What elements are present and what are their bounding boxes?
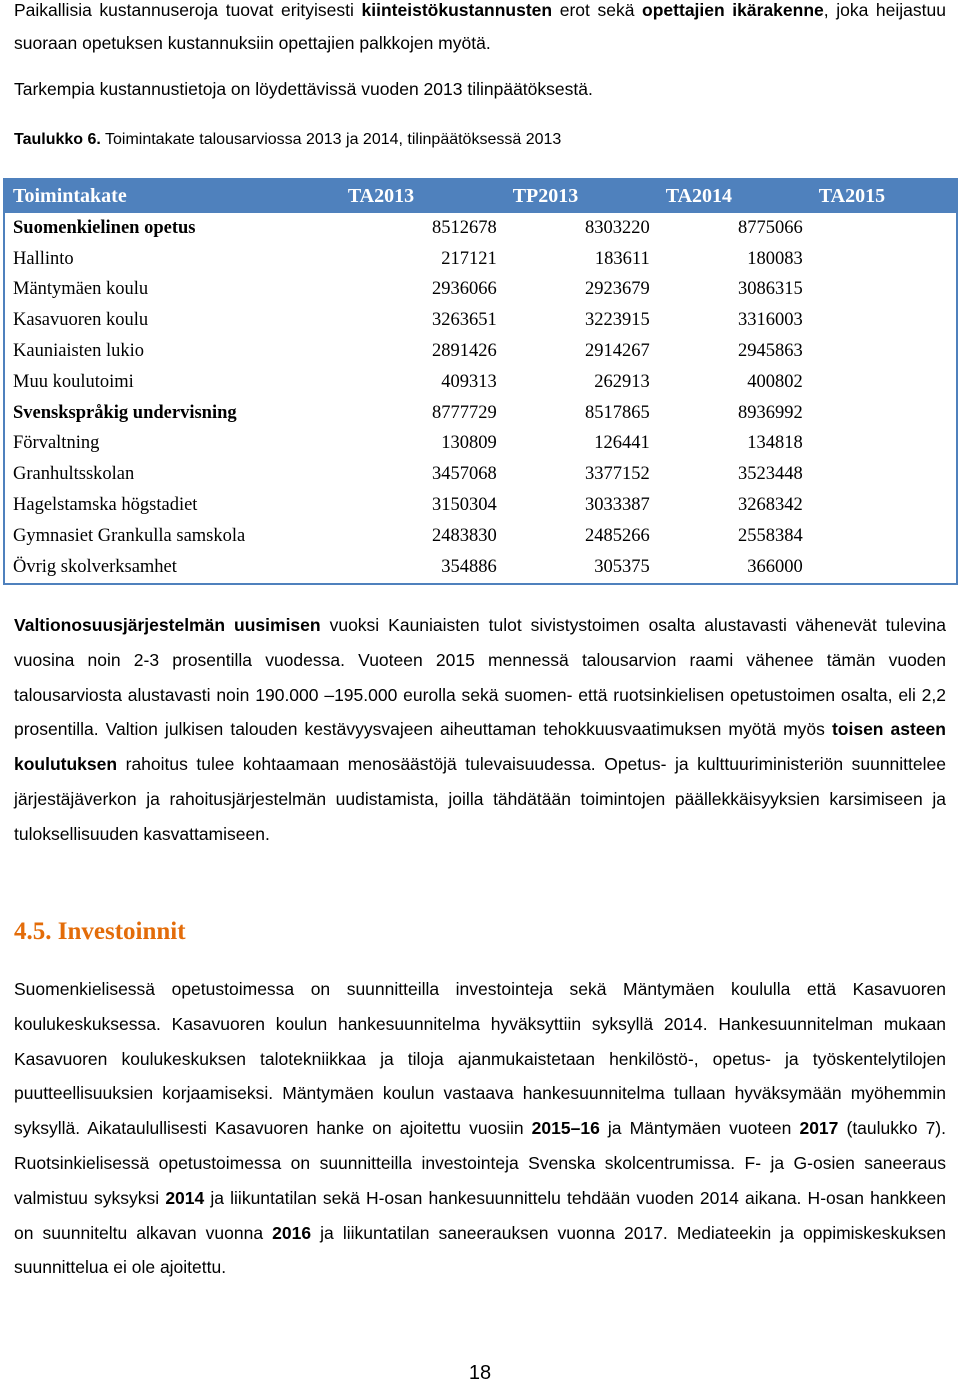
row-empty-cell xyxy=(811,244,957,275)
row-value: 8303220 xyxy=(585,217,650,238)
row-label: Kauniaisten lukio xyxy=(13,341,145,362)
row-empty-cell xyxy=(811,490,957,521)
row-empty-cell xyxy=(811,552,957,584)
table-row xyxy=(4,305,957,336)
table-row xyxy=(4,429,957,460)
row-value: 183611 xyxy=(594,248,650,269)
row-value: 2923679 xyxy=(585,279,650,300)
table-row xyxy=(4,521,957,552)
row-value: 130809 xyxy=(441,433,497,454)
table-row xyxy=(4,336,957,367)
row-value: 2485266 xyxy=(585,525,650,546)
row-value: 366000 xyxy=(747,556,803,577)
row-value: 3316003 xyxy=(738,310,803,331)
row-value: 8512678 xyxy=(431,217,497,238)
row-label: Mäntymäen koulu xyxy=(13,279,149,300)
row-value: 3377152 xyxy=(585,464,650,485)
para3-bold-3: 2014 xyxy=(165,1187,205,1208)
para3-text-4: ja liikuntatilan sekä H-osan hankesuunnittelu tehdään vuoden 2014 aikana. H-osan hankkeen on suunniteltu alkavan vuonna xyxy=(14,1187,946,1243)
intro-bold-2: opettajien ikärakenne xyxy=(642,0,824,20)
budget-table xyxy=(3,178,958,585)
row-value: 180083 xyxy=(747,248,803,269)
intro-text-2: erot sekä xyxy=(552,0,643,20)
row-value: 3268342 xyxy=(738,495,803,516)
intro-paragraph xyxy=(14,0,946,60)
row-value: 2558384 xyxy=(738,525,803,546)
row-empty-cell xyxy=(811,429,957,460)
row-label: Förvaltning xyxy=(13,433,100,454)
row-value: 8777729 xyxy=(431,402,497,423)
header-cell: TP2013 xyxy=(512,185,579,207)
caption-text: Toimintakate talousarviossa 2013 ja 2014, tilinpäätöksessä 2013 xyxy=(100,131,562,148)
row-empty-cell xyxy=(811,336,957,367)
table-row xyxy=(4,275,957,306)
row-value: 8936992 xyxy=(738,402,803,423)
row-value: 2891426 xyxy=(431,341,497,362)
caption-label: Taulukko 6. xyxy=(14,131,101,148)
intro-text: Paikallisia kustannuseroja tuovat erityisesti xyxy=(14,0,362,20)
table-row xyxy=(4,244,957,275)
row-empty-cell xyxy=(811,305,957,336)
row-empty-cell xyxy=(811,521,957,552)
section-heading: 4.5. Investoinnit xyxy=(14,918,186,945)
para3-text-3: (taulukko 7). Ruotsinkielisessä opetustoimessa on suunnitteilla investointeja Svenska skolcentrumissa. F- ja G-osien saneeraus valmistuu syksyksi xyxy=(14,1118,946,1208)
table-row xyxy=(4,459,957,490)
row-label: Kasavuoren koulu xyxy=(13,310,149,331)
row-value: 2483830 xyxy=(431,525,497,546)
table-row xyxy=(4,398,957,429)
row-label: Muu koulutoimi xyxy=(13,371,134,392)
row-label: Övrig skolverksamhet xyxy=(13,556,177,577)
row-value: 354886 xyxy=(441,556,497,577)
para2-text-1: vuoksi Kauniaisten tulot sivistystoimen osalta alustavasti vähenevät tulevina vuosina noin 2-3 prosentilla vuodessa. Vuoteen 2015 mennessä talousarvion raami vähenee tämän vuoden talousarviosta alustavasti noin 190.000 –195.000 eurolla sekä suomen- että ruotsinkielisen opetustoimen osalta, eli 2,2 prosentilla. Valtion julkisen talouden kestävyysvajeen aiheuttaman tehokkuusvaatimuksen myötä myös xyxy=(14,615,946,740)
row-label: Suomenkielinen opetus xyxy=(13,217,196,238)
row-value: 2945863 xyxy=(738,341,803,362)
row-empty-cell xyxy=(811,275,957,306)
row-value: 134818 xyxy=(747,433,803,454)
table-header-row xyxy=(4,179,957,213)
header-cell: TA2015 xyxy=(818,185,886,207)
row-value: 3150304 xyxy=(431,495,497,516)
para3-text-5: ja liikuntatilan saneerauksen vuonna 2017. Mediateekin ja oppimiskeskuksen suunnittelua ei ole ajoitettu. xyxy=(14,1222,946,1278)
row-label: Hallinto xyxy=(13,248,74,269)
row-value: 409313 xyxy=(441,371,497,392)
row-value: 8517865 xyxy=(585,402,650,423)
row-value: 2914267 xyxy=(585,341,650,362)
row-value: 8775066 xyxy=(738,217,803,238)
para3-bold-2: 2017 xyxy=(799,1118,839,1139)
table-caption xyxy=(14,128,561,152)
intro-text-3: , joka heijastuu suoraan opetuksen kustannuksiin opettajien palkkojen myötä. xyxy=(14,0,946,53)
row-label: Svenskspråkig undervisning xyxy=(13,402,237,423)
header-cell: Toimintakate xyxy=(13,185,127,207)
para3-text-2: ja Mäntymäen vuoteen xyxy=(599,1118,800,1139)
funding-paragraph xyxy=(14,608,946,852)
more-info-line: Tarkempia kustannustietoja on löydettävissä vuoden 2013 tilinpäätöksestä. xyxy=(14,79,593,99)
table-row xyxy=(4,367,957,398)
para2-text-2: rahoitus tulee kohtaamaan menosäästöjä tulevaisuudessa. Opetus- ja kulttuuriministeriön suunnittelee järjestäjäverkon ja rahoitusjärjestelmän uudistamista, joilla tähdätään toimintojen päällekkäisyyksien karsimiseen ja tuloksellisuuden kasvattamiseen. xyxy=(14,754,946,844)
table-row xyxy=(4,552,957,584)
para3-bold-4: 2016 xyxy=(272,1222,312,1243)
table-body xyxy=(4,213,957,584)
row-value: 3086315 xyxy=(738,279,803,300)
page-number: 18 xyxy=(468,1362,492,1384)
header-cell: TA2013 xyxy=(347,185,415,207)
row-value: 305375 xyxy=(594,556,650,577)
para2-bold-2: toisen asteen koulutuksen xyxy=(14,719,946,775)
row-value: 217121 xyxy=(441,248,497,269)
row-empty-cell xyxy=(811,367,957,398)
row-value: 3223915 xyxy=(585,310,650,331)
row-empty-cell xyxy=(811,459,957,490)
investments-paragraph xyxy=(14,972,946,1285)
row-empty-cell xyxy=(811,398,957,429)
row-value: 2936066 xyxy=(431,279,497,300)
row-value: 3523448 xyxy=(738,464,803,485)
row-value: 262913 xyxy=(594,371,650,392)
para3-text-1: Suomenkielisessä opetustoimessa on suunnitteilla investointeja sekä Mäntymäen koululla että Kasavuoren koulukeskuksessa. Kasavuoren koulun hankesuunnitelma hyväksyttiin syksyllä 2014. Hankesuunnitelman mukaan Kasavuoren koulukeskuksen talotekniikkaa ja tiloja ajanmukaistetaan henkilöstö-, opetus- ja työskentelytilojen puutteellisuuksien korjaamiseksi. Mäntymäen koulun vastaava hankesuunnitelma tullaan hyväksymään myöhemmin syksyllä. Aikataulullisesti Kasavuoren hanke on ajoitettu vuosiin xyxy=(14,979,946,1139)
para3-bold-1: 2015–16 xyxy=(531,1118,600,1139)
row-value: 126441 xyxy=(594,433,650,454)
table-row xyxy=(4,213,957,244)
row-empty-cell xyxy=(811,213,957,244)
table-row xyxy=(4,490,957,521)
row-label: Hagelstamska högstadiet xyxy=(13,495,198,516)
row-value: 3033387 xyxy=(585,495,650,516)
row-label: Granhultsskolan xyxy=(13,464,135,485)
row-label: Gymnasiet Grankulla samskola xyxy=(13,525,246,546)
row-value: 3263651 xyxy=(431,310,497,331)
row-value: 3457068 xyxy=(431,464,497,485)
intro-bold-1: kiinteistökustannusten xyxy=(361,0,553,20)
header-cell: TA2014 xyxy=(665,185,733,207)
row-value: 400802 xyxy=(747,371,803,392)
para2-bold-1: Valtionosuusjärjestelmän uusimisen xyxy=(14,615,321,635)
